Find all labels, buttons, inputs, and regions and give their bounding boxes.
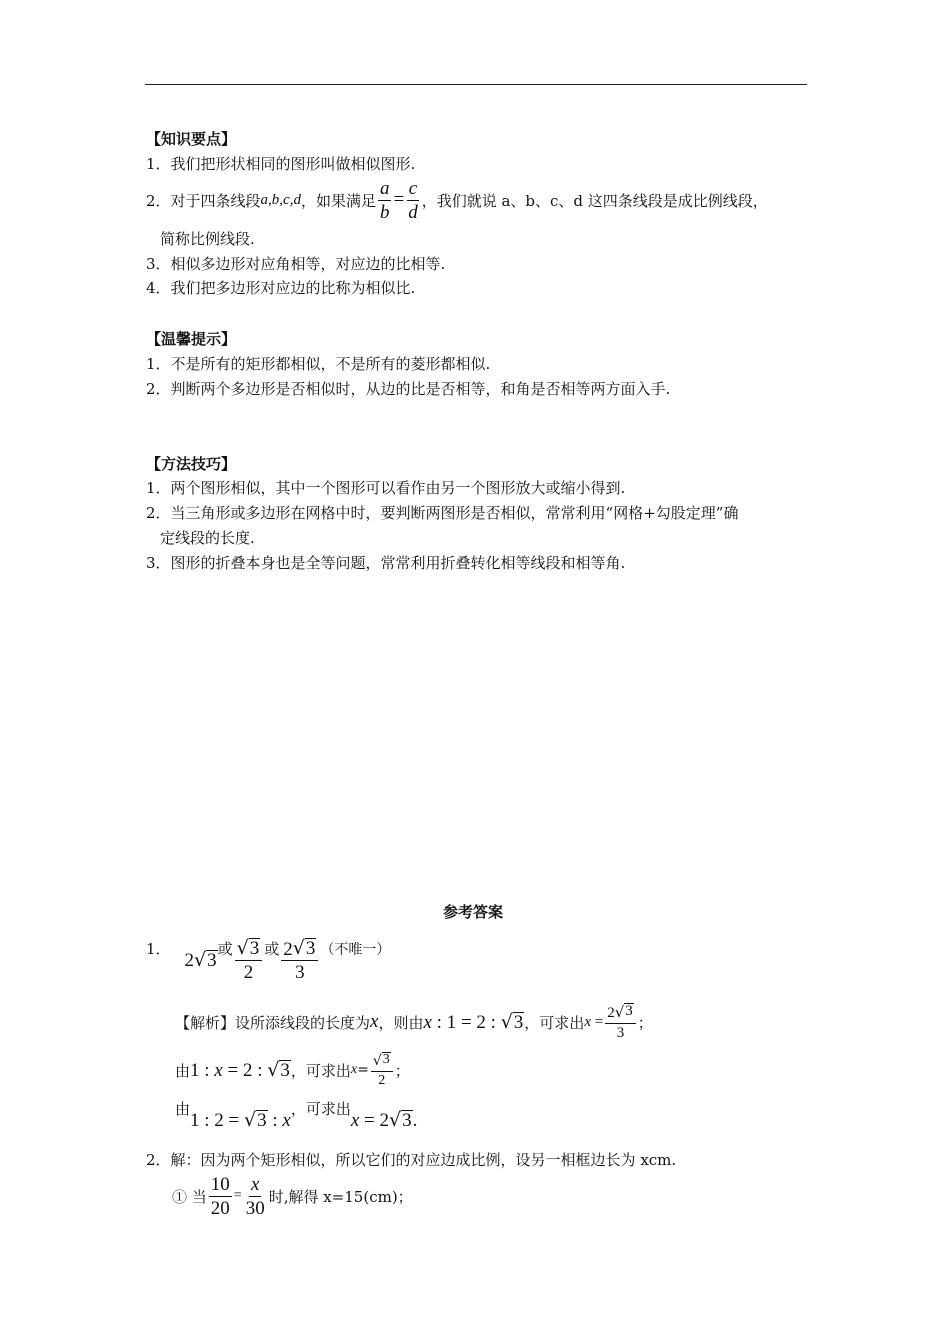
answer-1-note: （不唯一） xyxy=(320,942,391,958)
fraction-root3-over-2-b: √ 3 2 xyxy=(371,1052,393,1088)
var-x: x xyxy=(370,1011,379,1032)
line-3-prefix: 由 xyxy=(175,1100,191,1118)
explanation-label: 【解析】设所添线段的长度为 xyxy=(175,1013,371,1032)
fraction-c-over-d: $\frac{c}{d}$ xyxy=(408,177,418,223)
answer-1 xyxy=(146,934,390,986)
semicolon-2: ； xyxy=(394,1061,410,1080)
expr-2-root3: 2 √ 3 xyxy=(184,948,217,971)
item2-prefix: 2．对于四条线段 xyxy=(146,191,261,210)
ratio-x-1-2-root3: x : 1 = 2 : √ 3 xyxy=(423,1010,524,1033)
ratio-1-2-root3-x: 1 : 2 = √ 3 : x xyxy=(190,1109,291,1132)
equals-sign-2: = xyxy=(233,1188,242,1203)
line-2-mid: ，可求出 xyxy=(290,1061,351,1080)
tips-item-1: 1．不是所有的矩形都相似，不是所有的菱形都相似. xyxy=(146,355,491,373)
explanation-mid: ，则由 xyxy=(378,1013,424,1032)
answer-1-line-3 xyxy=(175,1098,417,1132)
case-1-prefix: ① 当 xyxy=(172,1187,207,1206)
answer-1-explanation xyxy=(175,1001,653,1043)
answer-1-line-2: 由 1 : x = 2 : √ 3 ，可求出 x = √ 3 2 ； xyxy=(175,1052,410,1088)
answer-1-number: 1． xyxy=(146,940,171,958)
section-heading-methods: 【方法技巧】 xyxy=(146,455,237,473)
answers-title: 参考答案 xyxy=(443,903,504,921)
section-heading-knowledge: 【知识要点】 xyxy=(146,130,237,148)
x-equals: x xyxy=(350,1062,358,1077)
case-1-suffix: 时,解得 x=15(cm)； xyxy=(268,1187,413,1206)
explanation-mid-2: ，可求出 xyxy=(524,1013,585,1032)
tips-item-2: 2．判断两个多边形是否相似时，从边的比是否相等，和角是否相等两方面入手. xyxy=(146,380,671,398)
methods-item-2: 2．当三角形或多边形在网格中时，要判断两图形是否相似，常常利用“网格+勾股定理”确 xyxy=(146,504,739,522)
x-equals-fraction: x = xyxy=(584,1013,604,1030)
methods-item-1: 1．两个图形相似，其中一个图形可以看作由另一个图形放大或缩小得到. xyxy=(146,479,626,497)
line-3-mid: ，可求出 xyxy=(290,1100,351,1118)
item2-suffix: ，我们就说 a、b、c、d 这四条线段是成比例线段， xyxy=(421,191,768,210)
fraction-root3-over-2: √ 3 2 xyxy=(235,938,263,983)
fraction-2root3-over-3-b: 2 √ 3 3 xyxy=(605,1003,636,1041)
item2-vars: a,b,c,d xyxy=(260,191,301,208)
item2-mid: ，如果满足 xyxy=(300,191,376,210)
answer-2-case-1 xyxy=(172,1172,413,1220)
knowledge-item-2 xyxy=(146,178,768,222)
section-heading-tips: 【温馨提示】 xyxy=(146,330,237,348)
semicolon: ； xyxy=(637,1013,653,1032)
fraction-x-over-30: $\frac{x}{30}$ xyxy=(245,1173,265,1219)
x-equals-2root3: x = 2 √ 3 . xyxy=(350,1109,418,1132)
methods-item-2-cont: 定线段的长度. xyxy=(160,529,255,547)
knowledge-item-2-cont: 简称比例线段. xyxy=(160,230,255,248)
fraction-10-over-20: $\frac{10}{20}$ xyxy=(210,1173,230,1219)
answer-1-or: 或 xyxy=(217,940,233,958)
fraction-2root3-over-3: 2 √ 3 3 xyxy=(281,938,318,983)
equals-sign: = xyxy=(393,189,405,210)
knowledge-item-4: 4．我们把多边形对应边的比称为相似比. xyxy=(146,279,416,297)
line-2-prefix: 由 xyxy=(175,1061,191,1080)
header-rule xyxy=(145,84,807,85)
ratio-1-x-2-root3: 1 : x = 2 : √ 3 xyxy=(190,1058,290,1081)
fraction-a-over-b: $\frac{a}{b}$ xyxy=(379,177,390,223)
answer-2-line-1: 2．解：因为两个矩形相似，所以它们的对应边成比例，设另一相框边长为 xcm. xyxy=(146,1151,677,1169)
methods-item-3: 3．图形的折叠本身也是全等问题，常常利用折叠转化相等线段和相等角. xyxy=(146,554,626,572)
answer-1-or-2: 或 xyxy=(264,940,280,958)
knowledge-item-1: 1．我们把形状相同的图形叫做相似图形. xyxy=(146,155,416,173)
knowledge-item-3: 3．相似多边形对应角相等，对应边的比相等. xyxy=(146,255,446,273)
